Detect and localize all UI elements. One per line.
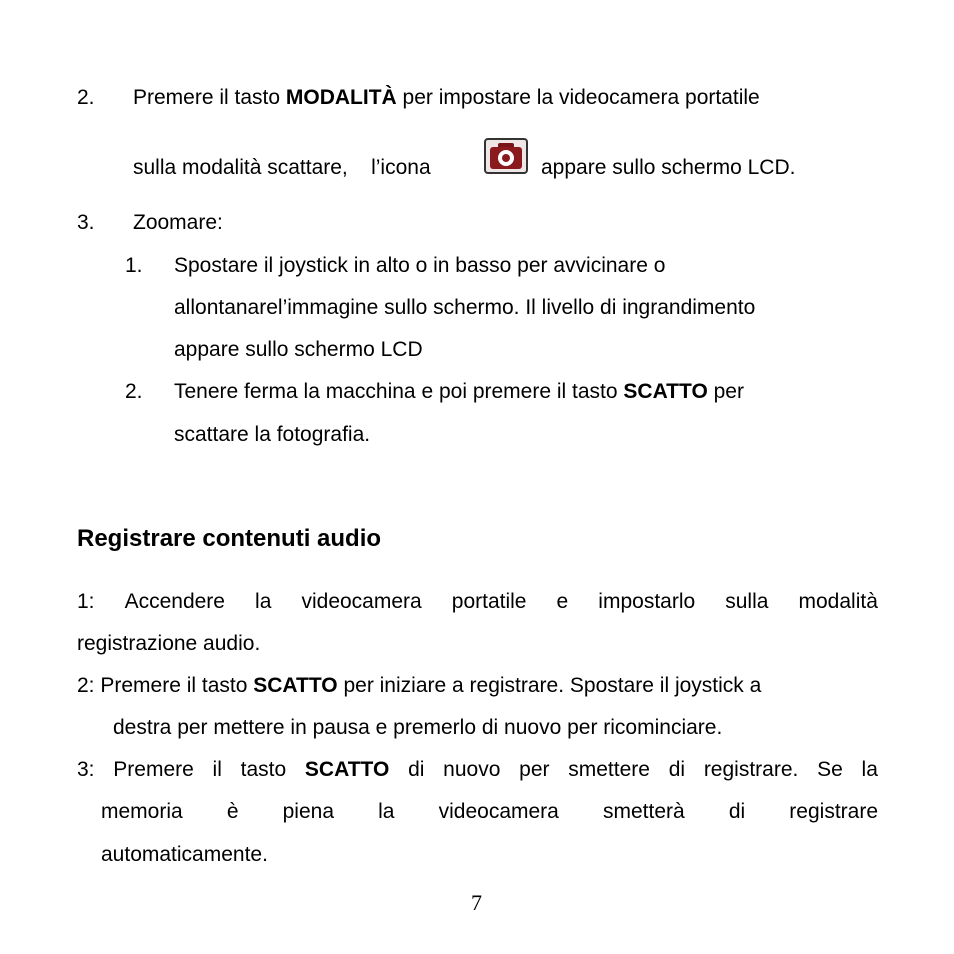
word: impostarlo <box>598 590 696 613</box>
word: piena <box>282 800 335 823</box>
word: di <box>728 800 746 823</box>
word: il <box>212 758 222 781</box>
word: smettere <box>568 758 650 781</box>
substep-1-line-1: Spostare il joystick in alto o in basso per avvicinare o <box>174 254 666 277</box>
scatto-key-label: SCATTO <box>253 674 338 697</box>
word: per <box>519 758 550 781</box>
substep-2-line-1-post: per <box>707 380 744 403</box>
step-2-line-1-post: per impostare la videocamera portatile <box>396 86 760 109</box>
word: di <box>668 758 686 781</box>
word: e <box>556 590 569 613</box>
word: portatile <box>451 590 527 613</box>
modalita-key-label: MODALITÀ <box>285 86 397 109</box>
substep-2-number: 2. <box>125 380 143 403</box>
word: modalità <box>798 590 878 613</box>
word: Premere <box>113 758 194 781</box>
step-2-line-1 <box>133 87 760 108</box>
word: 1: <box>77 590 95 613</box>
scatto-key-label: SCATTO <box>304 758 390 781</box>
word: sulla <box>725 590 769 613</box>
substep-1-number: 1. <box>125 254 143 277</box>
substep-1-line-2: allontanarel’immagine sullo schermo. Il livello di ingrandimento <box>174 296 756 319</box>
word: 3: <box>77 758 95 781</box>
substep-2-line-2: scattare la fotografia. <box>174 423 371 446</box>
word: videocamera <box>438 800 559 823</box>
section-heading: Registrare contenuti audio <box>77 525 382 552</box>
camera-icon <box>484 138 528 174</box>
audio-item-3-line-3: automaticamente. <box>101 843 268 866</box>
word: smetterà <box>602 800 685 823</box>
audio-item-3-line-2 <box>101 801 878 822</box>
word: di <box>408 758 425 781</box>
word: nuovo <box>443 758 501 781</box>
substep-2-line-1 <box>174 381 744 402</box>
word: tasto <box>240 758 287 781</box>
step-2-number: 2. <box>77 86 95 109</box>
audio-item-1-line-2: registrazione audio. <box>77 632 261 655</box>
step-2-line-2-post: appare sullo schermo LCD. <box>541 156 796 179</box>
word: registrare. <box>703 758 799 781</box>
audio-item-2-line-1-post: per iniziare a registrare. Spostare il joystick a <box>337 674 762 697</box>
audio-item-2-line-1-pre: 2: Premere il tasto <box>77 674 254 697</box>
word: Se <box>817 758 843 781</box>
word: registrare <box>789 800 878 823</box>
word: la <box>255 590 272 613</box>
scatto-key-label: SCATTO <box>623 380 708 403</box>
page-number: 7 <box>471 890 482 915</box>
word: la <box>378 800 395 823</box>
audio-item-3-line-1 <box>77 759 878 780</box>
audio-item-1-line-1 <box>77 591 878 612</box>
step-2-line-2-pre: sulla modalità scattare, l’icona <box>133 156 431 179</box>
word: Accendere <box>124 590 225 613</box>
word: memoria <box>101 800 183 823</box>
word: la <box>861 758 878 781</box>
substep-2-line-1-pre: Tenere ferma la macchina e poi premere il tasto <box>174 380 624 403</box>
substep-1-line-3: appare sullo schermo LCD <box>174 338 423 361</box>
audio-item-2-line-1 <box>77 675 761 696</box>
word: videocamera <box>301 590 422 613</box>
step-3-number: 3. <box>77 211 95 234</box>
audio-item-2-line-2: destra per mettere in pausa e premerlo di nuovo per ricominciare. <box>113 716 723 739</box>
word: è <box>226 800 239 823</box>
step-3-text: Zoomare: <box>133 211 223 234</box>
step-2-line-1-pre: Premere il tasto <box>133 86 286 109</box>
